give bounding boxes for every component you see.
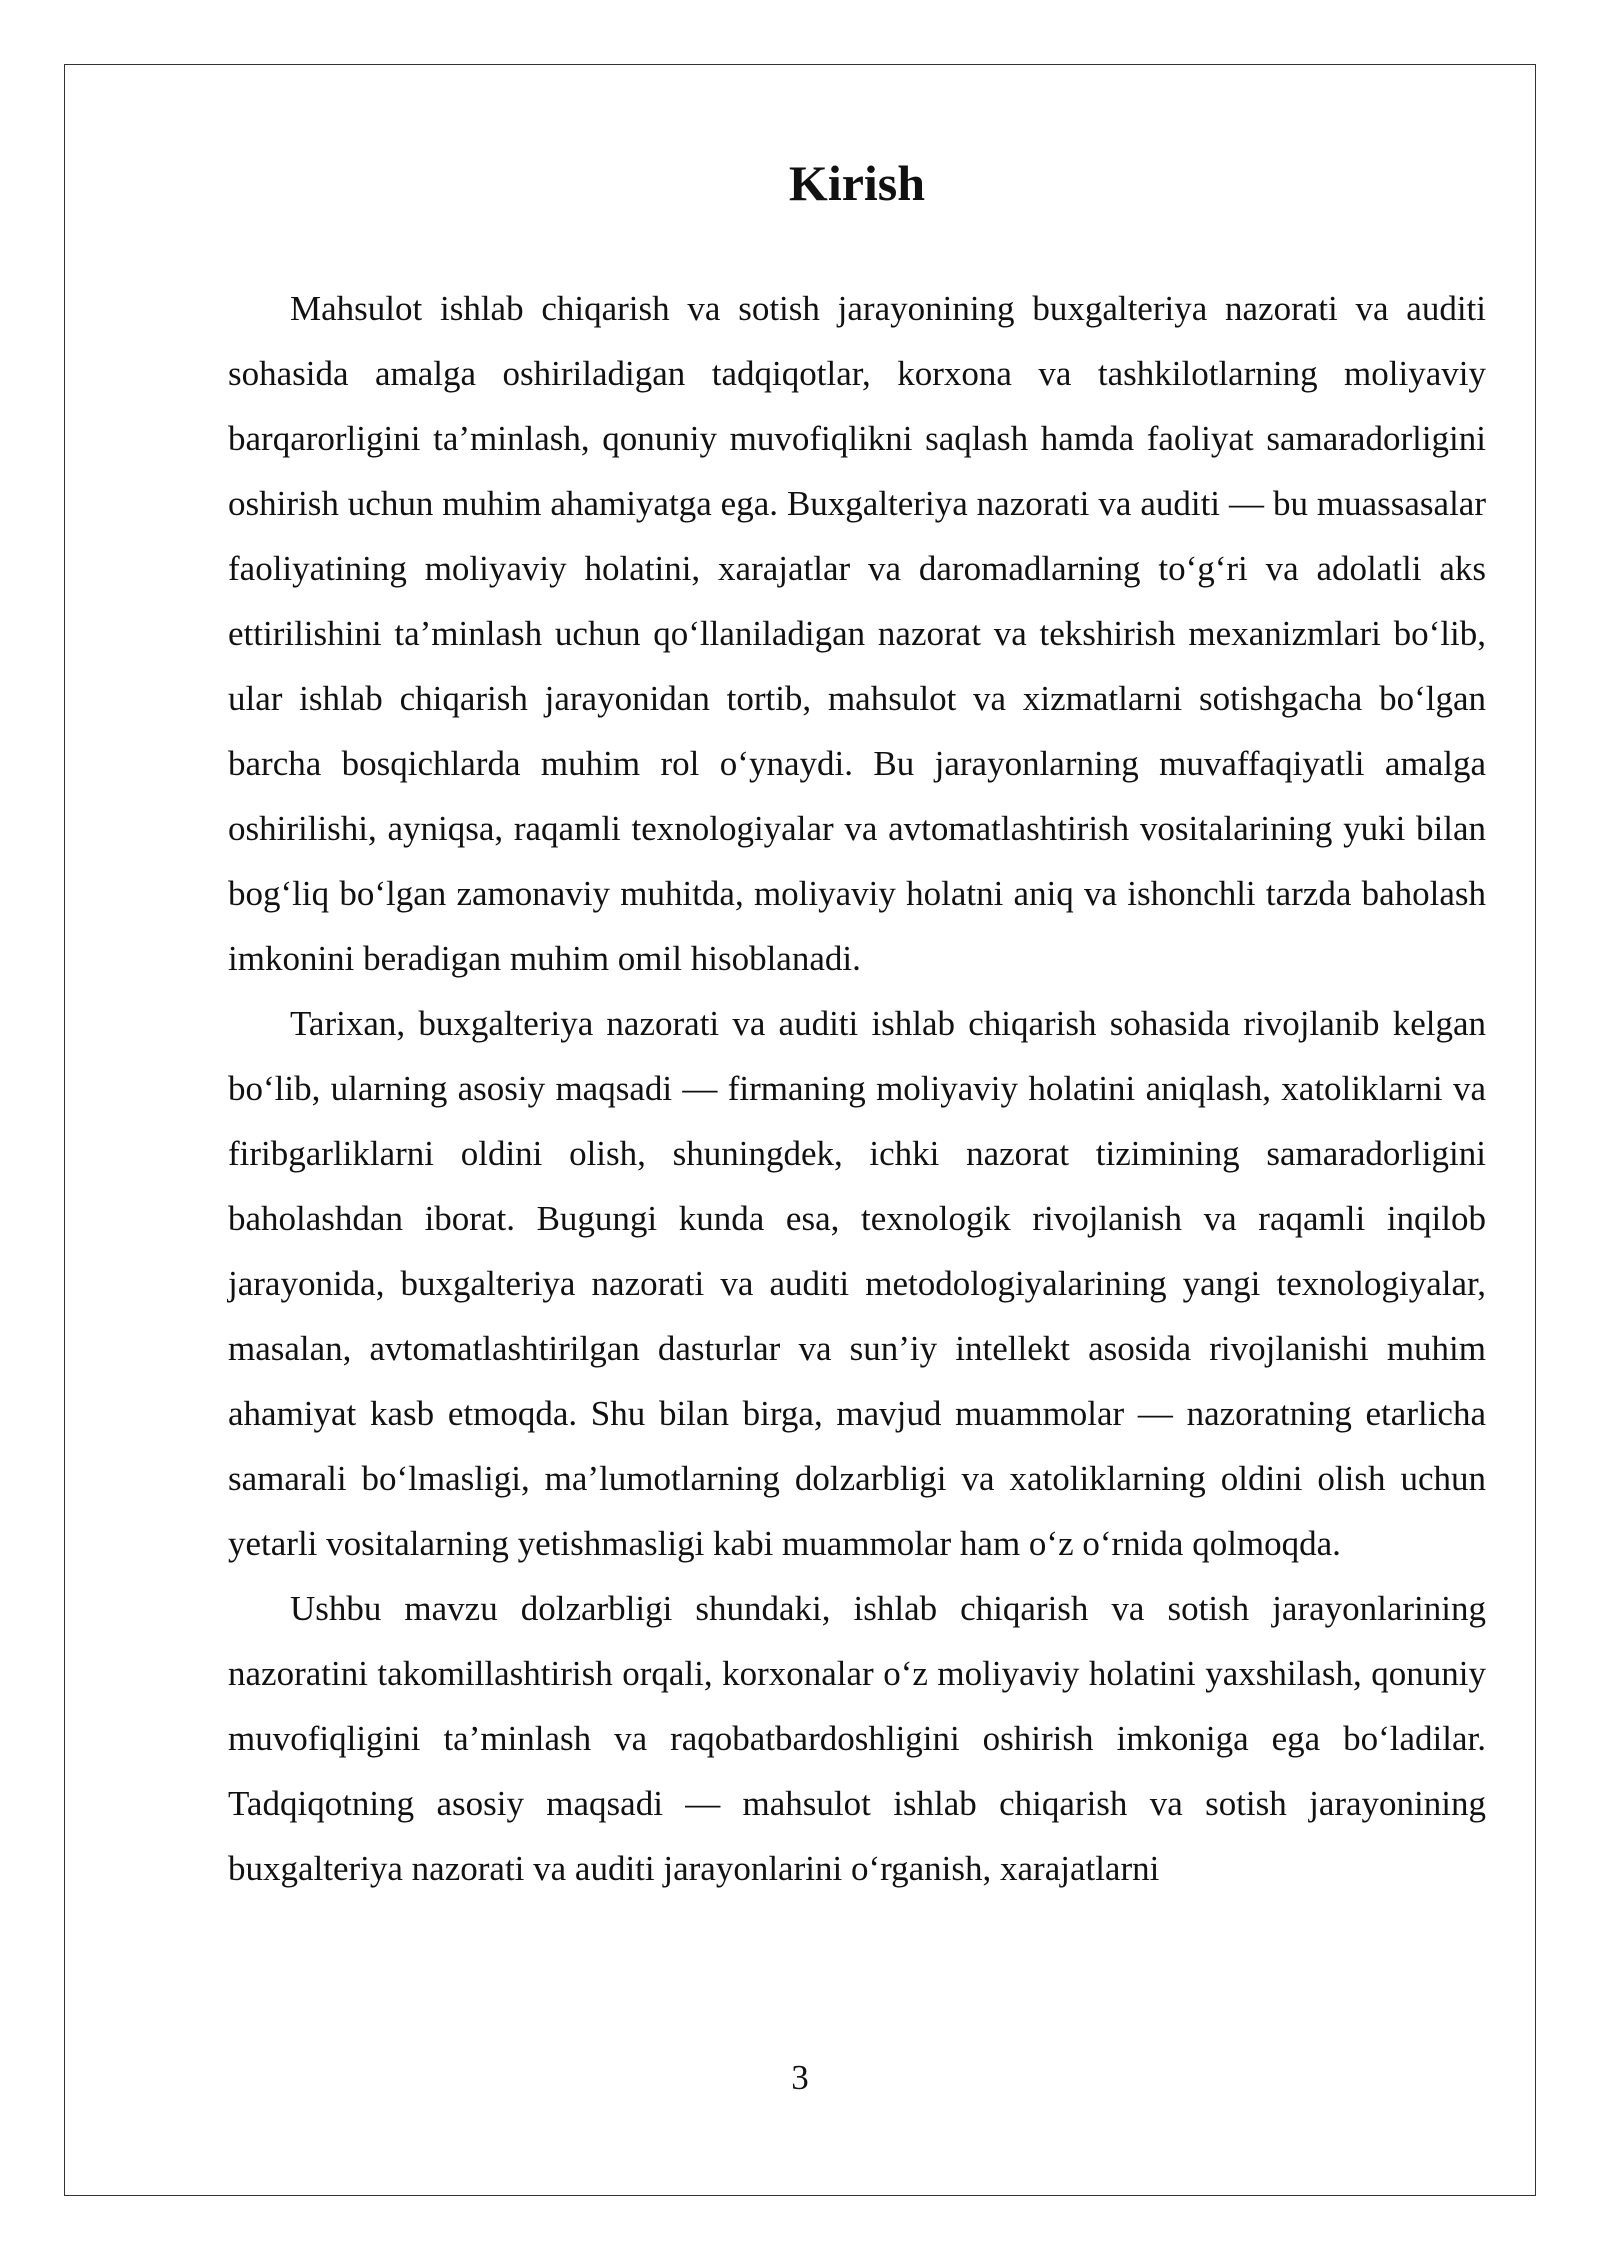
page-title: Kirish <box>788 155 926 211</box>
page-content <box>228 150 1486 1901</box>
body-paragraph-2: Tarixan, buxgalteriya nazorati va auditi ishlab chiqarish sohasida rivojlanib kelgan bo‘lib, ularning asosiy maqsadi — firmaning moliyaviy holatini aniqlash, xatoliklarni va firibgarliklarni oldini olish, shuningdek, ichki nazorat tizimining samaradorligini baholashdan iborat. Bugungi kunda esa, texnologik rivojlanish va raqamli inqilob jarayonida, buxgalteriya nazorati va auditi metodologiyalarining yangi texnologiyalar, masalan, avtomatlashtirilgan dasturlar va sun’iy intellekt asosida rivojlanishi muhim ahamiyat kasb etmoqda. Shu bilan birga, mavjud muammolar — nazoratning etarlicha samarali bo‘lmasligi, ma’lumotlarning dolzarbligi va xatoliklarning oldini olish uchun yetarli vositalarning yetishmasligi kabi muammolar ham o‘z o‘rnida qolmoqda. <box>228 1004 1486 1563</box>
page-number: 3 <box>791 2058 809 2097</box>
body-paragraph-3: Ushbu mavzu dolzarbligi shundaki, ishlab chiqarish va sotish jarayonlarining nazoratini takomillashtirish orqali, korxonalar o‘z moliyaviy holatini yaxshilash, qonuniy muvofiqligini ta’minlash va raqobatbardoshligini oshirish imkoniga ega bo‘ladilar. Tadqiqotning asosiy maqsadi — mahsulot ishlab chiqarish va sotish jarayonining buxgalteriya nazorati va auditi jarayonlarini o‘rganish, xarajatlarni <box>228 1589 1486 1888</box>
body-paragraph-1: Mahsulot ishlab chiqarish va sotish jarayonining buxgalteriya nazorati va auditi sohasida amalga oshiriladigan tadqiqotlar, korxona va tashkilotlarning moliyaviy barqarorligini ta’minlash, qonuniy muvofiqlikni saqlash hamda faoliyat samaradorligini oshirish uchun muhim ahamiyatga ega. Buxgalteriya nazorati va auditi — bu muassasalar faoliyatining moliyaviy holatini, xarajatlar va daromadlarning to‘g‘ri va adolatli aks ettirilishini ta’minlash uchun qo‘llaniladigan nazorat va tekshirish mexanizmlari bo‘lib, ular ishlab chiqarish jarayonidan tortib, mahsulot va xizmatlarni sotishgacha bo‘lgan barcha bosqichlarda muhim rol o‘ynaydi. Bu jarayonlarning muvaffaqiyatli amalga oshirilishi, ayniqsa, raqamli texnologiyalar va avtomatlashtirish vositalarining yuki bilan bog‘liq bo‘lgan zamonaviy muhitda, moliyaviy holatni aniq va ishonchli tarzda baholash imkonini beradigan muhim omil hisoblanadi. <box>228 289 1486 978</box>
